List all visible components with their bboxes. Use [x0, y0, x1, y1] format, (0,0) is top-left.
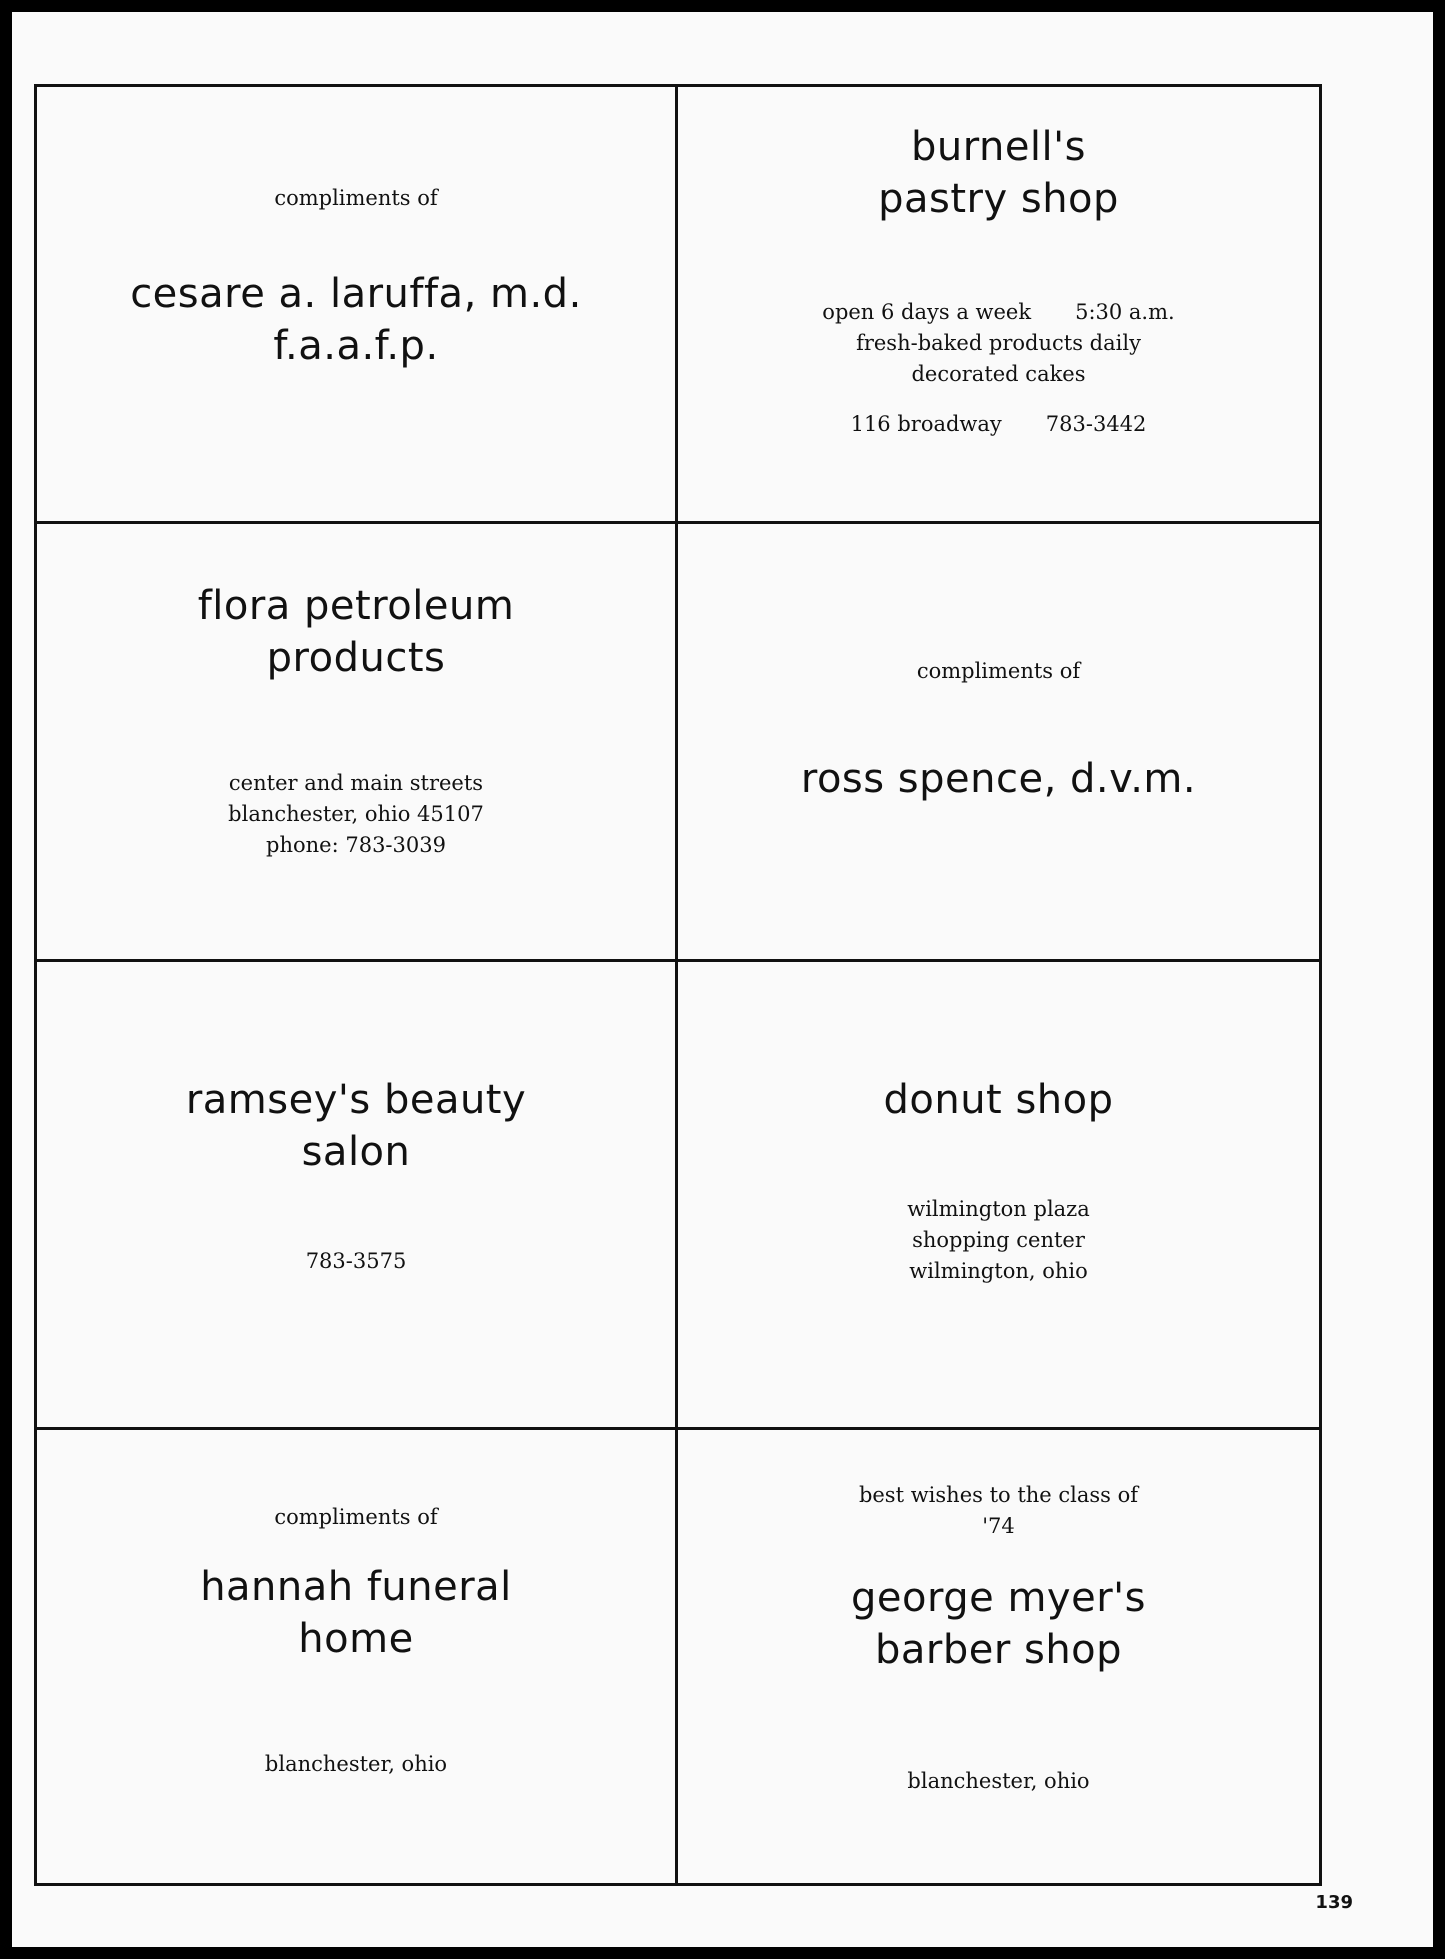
ad-name-line: products — [266, 635, 446, 681]
ad-name-line: flora petroleum — [197, 583, 515, 629]
ad-line: blanchester, ohio — [264, 1752, 448, 1776]
ad-ross-spence — [678, 524, 1319, 962]
ad-name-line: donut shop — [883, 1077, 1114, 1123]
ad-line: 5:30 a.m. — [1075, 300, 1175, 324]
ad-ramseys-beauty-salon — [37, 962, 678, 1430]
ad-donut-shop — [678, 962, 1319, 1430]
ad-kicker: compliments of — [274, 1505, 438, 1529]
ad-name-line: ross spence, d.v.m. — [800, 756, 1197, 802]
ad-kicker: compliments of — [916, 659, 1081, 683]
ad-grid — [34, 84, 1322, 1886]
ad-hours-row — [822, 297, 1174, 328]
ad-name-line: burnell's — [910, 124, 1086, 170]
ad-kicker: '74 — [982, 1514, 1015, 1538]
ad-line: blanchester, ohio 45107 — [228, 802, 484, 826]
ad-line: center and main streets — [228, 771, 484, 795]
ad-line: open 6 days a week — [822, 300, 1032, 324]
ad-name-line: cesare a. laruffa, m.d. — [130, 271, 582, 317]
ad-george-myers-barber-shop — [678, 1430, 1319, 1883]
ad-line: wilmington plaza — [907, 1197, 1090, 1221]
ad-line: blanchester, ohio — [907, 1769, 1090, 1793]
ad-name-line: ramsey's beauty — [185, 1077, 527, 1123]
ad-line: decorated cakes — [911, 362, 1086, 386]
ad-name-line: hannah funeral — [200, 1564, 512, 1610]
ad-kicker: best wishes to the class of — [858, 1483, 1139, 1507]
ad-line: fresh-baked products daily — [856, 331, 1141, 355]
ad-name-line: home — [298, 1616, 414, 1662]
yearbook-page — [12, 12, 1433, 1947]
ad-address-row — [851, 409, 1147, 440]
ad-name-line: f.a.a.f.p. — [273, 323, 439, 369]
page-number: 139 — [1315, 1892, 1353, 1913]
ad-line: wilmington, ohio — [909, 1259, 1088, 1283]
ad-kicker: compliments of — [274, 186, 438, 210]
ad-name-line: barber shop — [874, 1627, 1123, 1673]
ad-name-line: george myer's — [851, 1575, 1146, 1621]
ad-hannah-funeral-home — [37, 1430, 678, 1883]
ad-line: shopping center — [912, 1228, 1085, 1252]
ad-laruffa — [37, 87, 678, 524]
ad-name-line: pastry shop — [878, 176, 1119, 222]
ad-line: 783-3575 — [305, 1249, 407, 1273]
ad-line: 116 broadway — [850, 412, 1002, 436]
ad-line: 783-3442 — [1045, 412, 1147, 436]
ad-flora-petroleum — [37, 524, 678, 962]
ad-burnells — [678, 87, 1319, 524]
ad-name-line: salon — [301, 1129, 411, 1175]
ad-line: phone: 783-3039 — [266, 833, 446, 857]
